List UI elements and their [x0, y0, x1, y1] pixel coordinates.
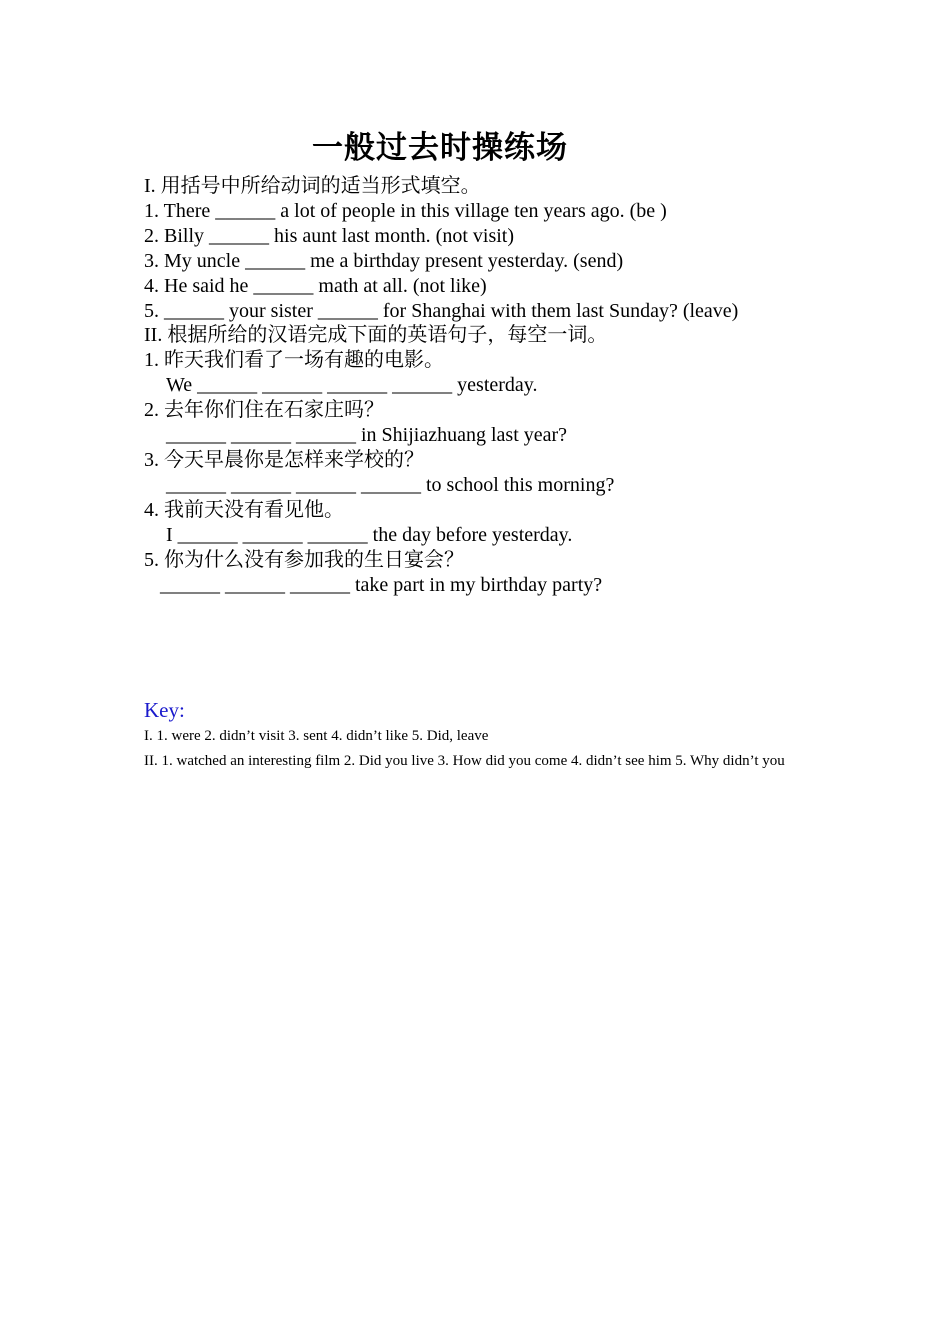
section2-item-4-prompt: 4. 我前天没有看见他。	[144, 498, 344, 521]
section1-heading: I. 用括号中所给动词的适当形式填空。	[144, 175, 481, 197]
section2-item-2-prompt: 2. 去年你们住在石家庄吗？	[144, 399, 384, 422]
section2-item-3-prompt: 3. 今天早晨你是怎样来学校的？	[144, 448, 424, 471]
key-line-2: II. 1. watched an interesting film 2. Did you live 3. How did you come 4. didn’t see him 5. Why didn’t you	[144, 753, 785, 769]
section2-heading: II. 根据所给的汉语完成下面的英语句子，每空一词。	[144, 324, 608, 347]
key-line-1: I. 1. were 2. didn’t visit 3. sent 4. didn’t like 5. Did, leave	[144, 728, 489, 744]
section1-item-3: 3. My uncle ______ me a birthday present yesterday. (send)	[144, 249, 624, 272]
section1-item-5: 5. ______ your sister ______ for Shanghai with them last Sunday? (leave)	[144, 299, 739, 322]
section2-item-4-answer: I ______ ______ ______ the day before yesterday.	[166, 523, 573, 546]
key-label: Key:	[144, 698, 185, 722]
section1-item-1: 1. There ______ a lot of people in this village ten years ago. (be )	[144, 199, 667, 222]
section2-item-2-answer: ______ ______ ______ in Shijiazhuang last year?	[166, 424, 568, 447]
section1-item-4: 4. He said he ______ math at all. (not like)	[144, 274, 487, 297]
section1-item-2: 2. Billy ______ his aunt last month. (not visit)	[144, 224, 514, 247]
section2-item-1-answer: We ______ ______ ______ ______ yesterday.	[166, 374, 538, 397]
section2-item-5-answer: ______ ______ ______ take part in my birthday party?	[160, 573, 603, 596]
section2-item-5-prompt: 5. 你为什么没有参加我的生日宴会？	[144, 548, 464, 571]
page-title: 一般过去时操练场	[312, 130, 568, 165]
answer-key	[144, 696, 806, 774]
exercise-content	[144, 174, 806, 597]
section2-item-1-prompt: 1. 昨天我们看了一场有趣的电影。	[144, 349, 444, 372]
section2-item-3-answer: ______ ______ ______ ______ to school this morning?	[166, 473, 615, 496]
